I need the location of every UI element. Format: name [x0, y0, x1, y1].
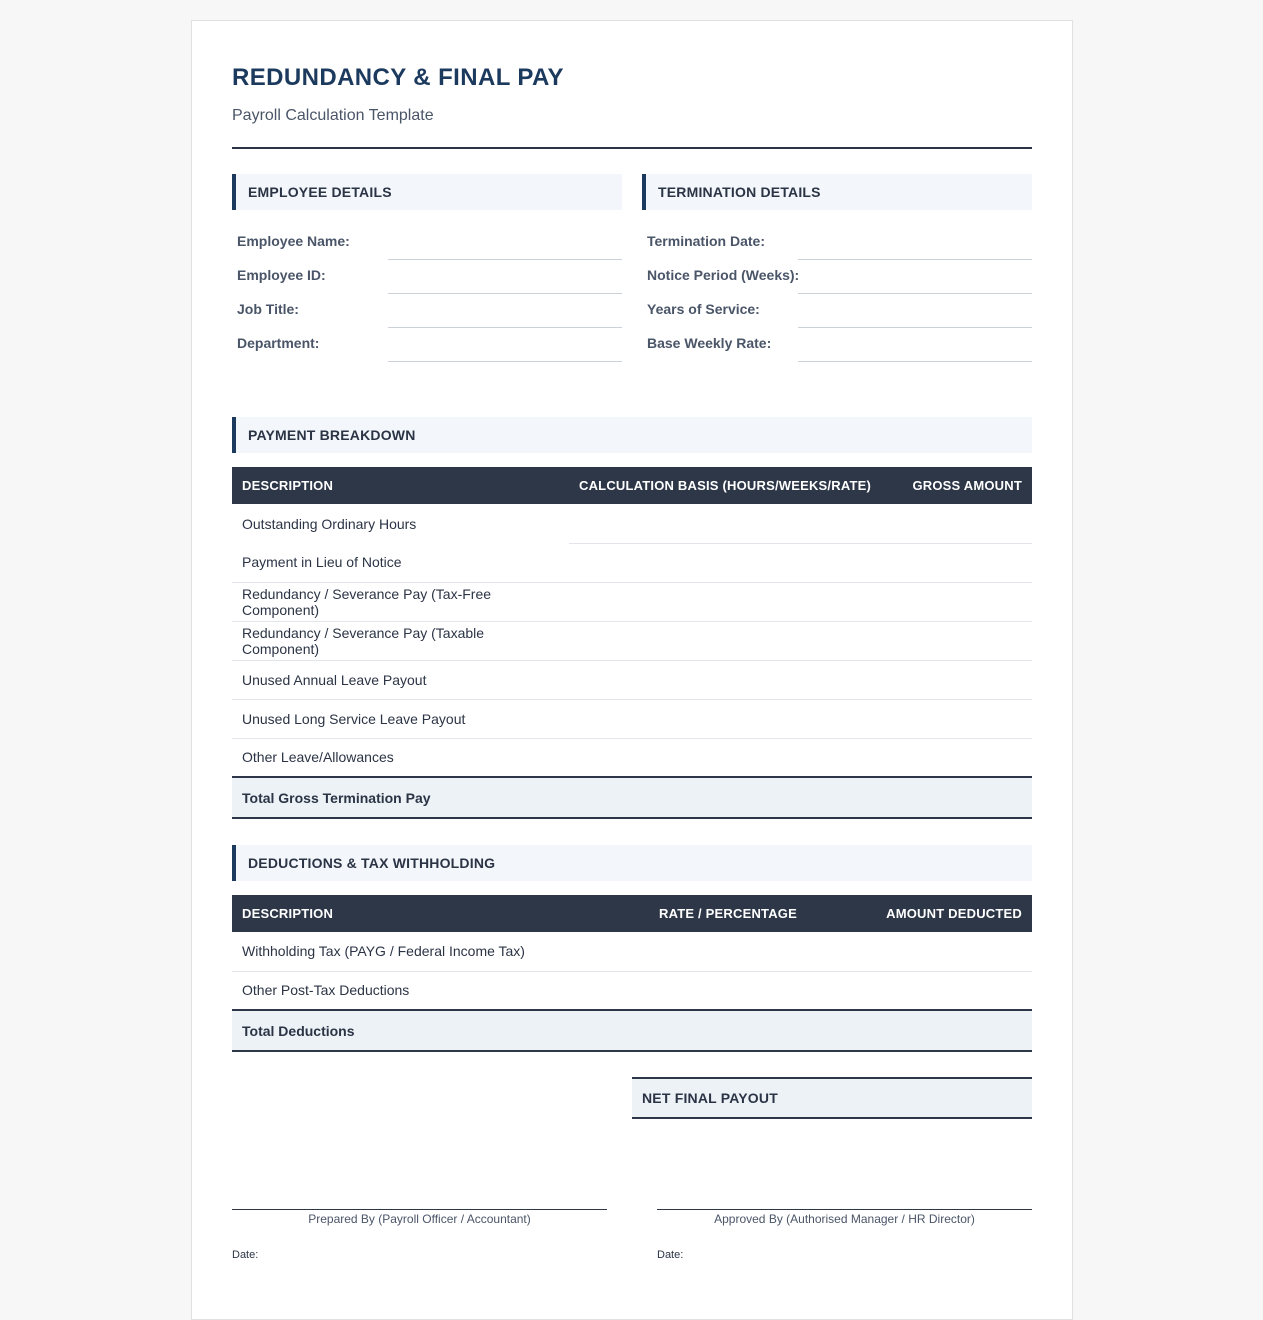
field-label: Notice Period (Weeks): — [647, 267, 800, 283]
gross-amount-cell[interactable] — [882, 504, 1032, 543]
gross-amount-cell[interactable] — [882, 660, 1032, 699]
row-description: Outstanding Ordinary Hours — [242, 515, 417, 532]
row-description: Other Leave/Allowances — [242, 749, 394, 766]
department-field[interactable] — [232, 328, 622, 362]
row-description: Unused Long Service Leave Payout — [232, 699, 569, 738]
table-row — [232, 621, 1032, 660]
calculation-basis-cell[interactable] — [569, 543, 882, 582]
total-rate-cell — [649, 1010, 872, 1051]
prepared-by-caption: Prepared By (Payroll Officer / Accountant) — [308, 1212, 531, 1226]
signature-line[interactable] — [232, 1209, 607, 1210]
field-label: Employee Name: — [237, 233, 350, 249]
rate-cell[interactable] — [649, 932, 872, 971]
row-description: Redundancy / Severance Pay (Tax-Free Component) — [232, 582, 569, 621]
row-description: Other Post-Tax Deductions — [242, 982, 410, 999]
row-description: Payment in Lieu of Notice — [232, 543, 569, 582]
row-description: Redundancy / Severance Pay (Taxable Component) — [232, 621, 569, 660]
base-weekly-rate-field[interactable] — [642, 328, 1032, 362]
calculation-basis-cell[interactable] — [569, 582, 882, 621]
field-label: Job Title: — [237, 301, 299, 317]
calculation-basis-cell[interactable] — [569, 699, 882, 738]
amount-deducted-cell[interactable] — [872, 932, 1032, 971]
approved-date-label: Date: — [657, 1249, 684, 1261]
document-title: REDUNDANCY & FINAL PAY — [232, 64, 564, 91]
job-title-field[interactable] — [232, 294, 622, 328]
net-final-payout-label: NET FINAL PAYOUT — [642, 1090, 778, 1106]
notice-period-field[interactable] — [642, 260, 1032, 294]
section-heading-payment: PAYMENT BREAKDOWN — [232, 417, 1032, 453]
title-divider — [232, 147, 1032, 149]
gross-amount-cell[interactable] — [882, 738, 1032, 777]
employee-id-field[interactable] — [232, 260, 622, 294]
net-final-payout[interactable] — [632, 1077, 1032, 1119]
table-header-row — [232, 467, 1032, 504]
signature-line[interactable] — [657, 1209, 1032, 1210]
column-header-description: DESCRIPTION — [232, 467, 569, 504]
table-row — [232, 660, 1032, 699]
calculation-basis-cell[interactable] — [569, 738, 882, 777]
document-page — [191, 20, 1073, 1320]
table-row — [232, 738, 1032, 777]
table-row — [232, 582, 1032, 621]
payment-breakdown-table — [232, 467, 1032, 819]
table-row — [232, 699, 1032, 738]
gross-amount-cell[interactable] — [882, 699, 1032, 738]
column-header-calculation-basis: CALCULATION BASIS (HOURS/WEEKS/RATE) — [569, 467, 882, 504]
column-header-amount-deducted: AMOUNT DEDUCTED — [872, 895, 1032, 932]
years-of-service-field[interactable] — [642, 294, 1032, 328]
total-calculation-cell — [569, 777, 882, 818]
approved-by-signature[interactable] — [657, 1209, 1032, 1261]
table-row — [232, 504, 1032, 543]
gross-amount-cell[interactable] — [882, 621, 1032, 660]
employee-name-field[interactable] — [232, 226, 622, 260]
deductions-table — [232, 895, 1032, 1052]
calculation-basis-cell[interactable] — [569, 660, 882, 699]
total-row — [232, 777, 1032, 818]
total-gross-amount-cell[interactable] — [882, 777, 1032, 818]
rate-cell[interactable] — [649, 971, 872, 1010]
section-heading-employee: EMPLOYEE DETAILS — [232, 174, 622, 210]
approved-by-caption: Approved By (Authorised Manager / HR Director) — [714, 1212, 975, 1226]
column-header-description: DESCRIPTION — [232, 895, 649, 932]
field-label: Employee ID: — [237, 267, 326, 283]
total-deductions-label: Total Deductions — [232, 1010, 649, 1051]
total-deductions-amount-cell[interactable] — [872, 1010, 1032, 1051]
prepared-by-signature[interactable] — [232, 1209, 607, 1261]
gross-amount-cell[interactable] — [882, 582, 1032, 621]
calculation-basis-cell[interactable] — [569, 504, 882, 543]
field-label: Termination Date: — [647, 233, 765, 249]
field-label: Years of Service: — [647, 301, 760, 317]
field-label: Base Weekly Rate: — [647, 335, 772, 351]
section-heading-termination: TERMINATION DETAILS — [642, 174, 1032, 210]
document-subtitle: Payroll Calculation Template — [232, 107, 434, 124]
gross-amount-cell[interactable] — [882, 543, 1032, 582]
termination-date-field[interactable] — [642, 226, 1032, 260]
section-heading-deductions: DEDUCTIONS & TAX WITHHOLDING — [232, 845, 1032, 881]
column-header-rate: RATE / PERCENTAGE — [649, 895, 872, 932]
row-description: Withholding Tax (PAYG / Federal Income Tax) — [232, 932, 649, 971]
table-header-row — [232, 895, 1032, 932]
field-label: Department: — [237, 335, 320, 351]
table-row — [232, 971, 1032, 1010]
table-row — [232, 543, 1032, 582]
total-row — [232, 1010, 1032, 1051]
input-line[interactable] — [798, 361, 1032, 362]
calculation-basis-cell[interactable] — [569, 621, 882, 660]
input-line[interactable] — [388, 361, 622, 362]
prepared-date-label: Date: — [232, 1249, 259, 1261]
table-row — [232, 932, 1032, 971]
amount-deducted-cell[interactable] — [872, 971, 1032, 1010]
total-gross-label: Total Gross Termination Pay — [232, 777, 569, 818]
column-header-gross-amount: GROSS AMOUNT — [882, 467, 1032, 504]
row-description: Unused Annual Leave Payout — [232, 660, 569, 699]
